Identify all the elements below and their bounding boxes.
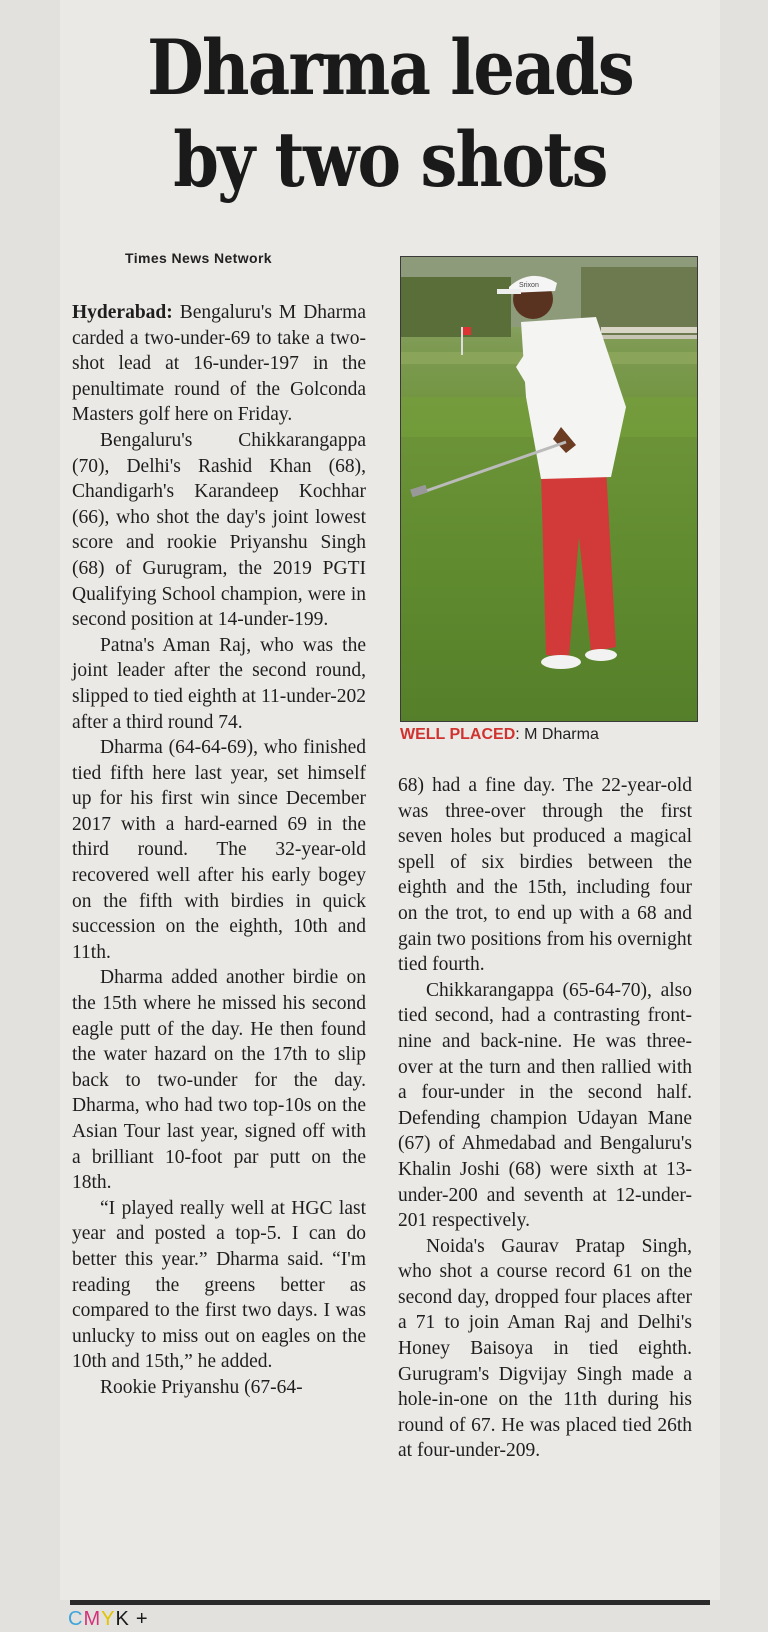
cmyk-k: K [115, 1608, 130, 1630]
registration-plus: + [135, 1608, 149, 1630]
byline: Times News Network [125, 250, 272, 266]
golfer-photo [400, 256, 698, 722]
photo-caption [400, 726, 696, 744]
paragraph: 68) had a fine day. The 22-year-old was three-over through the first seven holes but produced a magical spell of six birdies between the eighth and the 15th, including four on the trot, to end up with a 68 and gain two positions from his overnight tied fourth. [398, 775, 692, 976]
paragraph: Chikkarangappa (65-64-70), also tied second, had a contrasting front-nine and back-nine. He was three-over at the turn and then rallied with a four-under in the second half. Defending champion Udayan Mane (67) of Ahmedabad and Bengaluru's Khalin Joshi (68) were sixth at 13-under-200 and seventh at 12-under-201 respectively. [398, 979, 692, 1232]
dateline: Hyderabad: [72, 302, 173, 323]
paragraph: Bengaluru's Chikkarangappa (70), Delhi's Rashid Khan (68), Chandigarh's Karandeep Kochhar (66), who shot the day's joint lowest score and rookie Priyanshu Singh (68) of Gurugram, the 2019 PGTI Qualifying School champion, were in second position at 14-under-199. [72, 429, 366, 631]
cmyk-m: M [83, 1608, 102, 1630]
headline-line-1: Dharma leads [147, 23, 633, 112]
caption-tag: WELL PLACED [400, 726, 516, 743]
cmyk-y: Y [101, 1608, 116, 1630]
headline [106, 22, 674, 206]
paragraph: Dharma (64-64-69), who finished tied fifth here last year, set himself up for his first win since December 2017 with a hard-earned 69 in the third round. The 32-year-old recovered well after his early bogey on the fifth with birdies in quick succession on the eighth, 10th and 11th. [72, 737, 366, 963]
paragraph: “I played really well at HGC last year and posted a top-5. I can do better this year.” Dharma said. “I'm reading the greens better as compared to the first two days. I was unlucky to miss out on eagles on the 10th and 15th,” he added. [72, 1197, 366, 1373]
bottom-rule [70, 1600, 710, 1605]
cmyk-c: C [68, 1608, 84, 1630]
caption-text: : M Dharma [515, 726, 599, 743]
golfer-illustration [401, 257, 697, 721]
paragraph: Patna's Aman Raj, who was the joint leader after the second round, slipped to tied eighth at 11-under-202 after a third round 74. [72, 634, 366, 733]
paragraph: Rookie Priyanshu (67-64- [100, 1376, 303, 1398]
article-column-1 [72, 300, 366, 1401]
paragraph: Noida's Gaurav Pratap Singh, who shot a course record 61 on the second day, dropped four places after a 71 to join Aman Raj and Delhi's Honey Baisoya in tied eighth. Gurugram's Digvijay Singh made a hole-in-one on the 11th during his round of 67. He was placed tied 26th at four-under-209. [398, 1235, 692, 1462]
paragraph-text: Bengaluru's M Dharma carded a two-under-69 to take a two-shot lead at 16-under-197 in the penultimate round of the Golconda Masters golf here on Friday. [72, 302, 366, 426]
headline-line-2: by two shots [173, 115, 607, 204]
paragraph [72, 300, 366, 428]
print-registration-mark [68, 1608, 149, 1631]
paragraph: Dharma added another birdie on the 15th where he missed his second eagle putt of the day. He then found the water hazard on the 17th to slip back to two-under for the day. Dharma, who had two top-10s on the Asian Tour last year, signed off with a brilliant 10-foot par putt on the 18th. [72, 967, 366, 1194]
article-column-2 [398, 773, 692, 1464]
cap-logo: Srixon [519, 282, 539, 289]
